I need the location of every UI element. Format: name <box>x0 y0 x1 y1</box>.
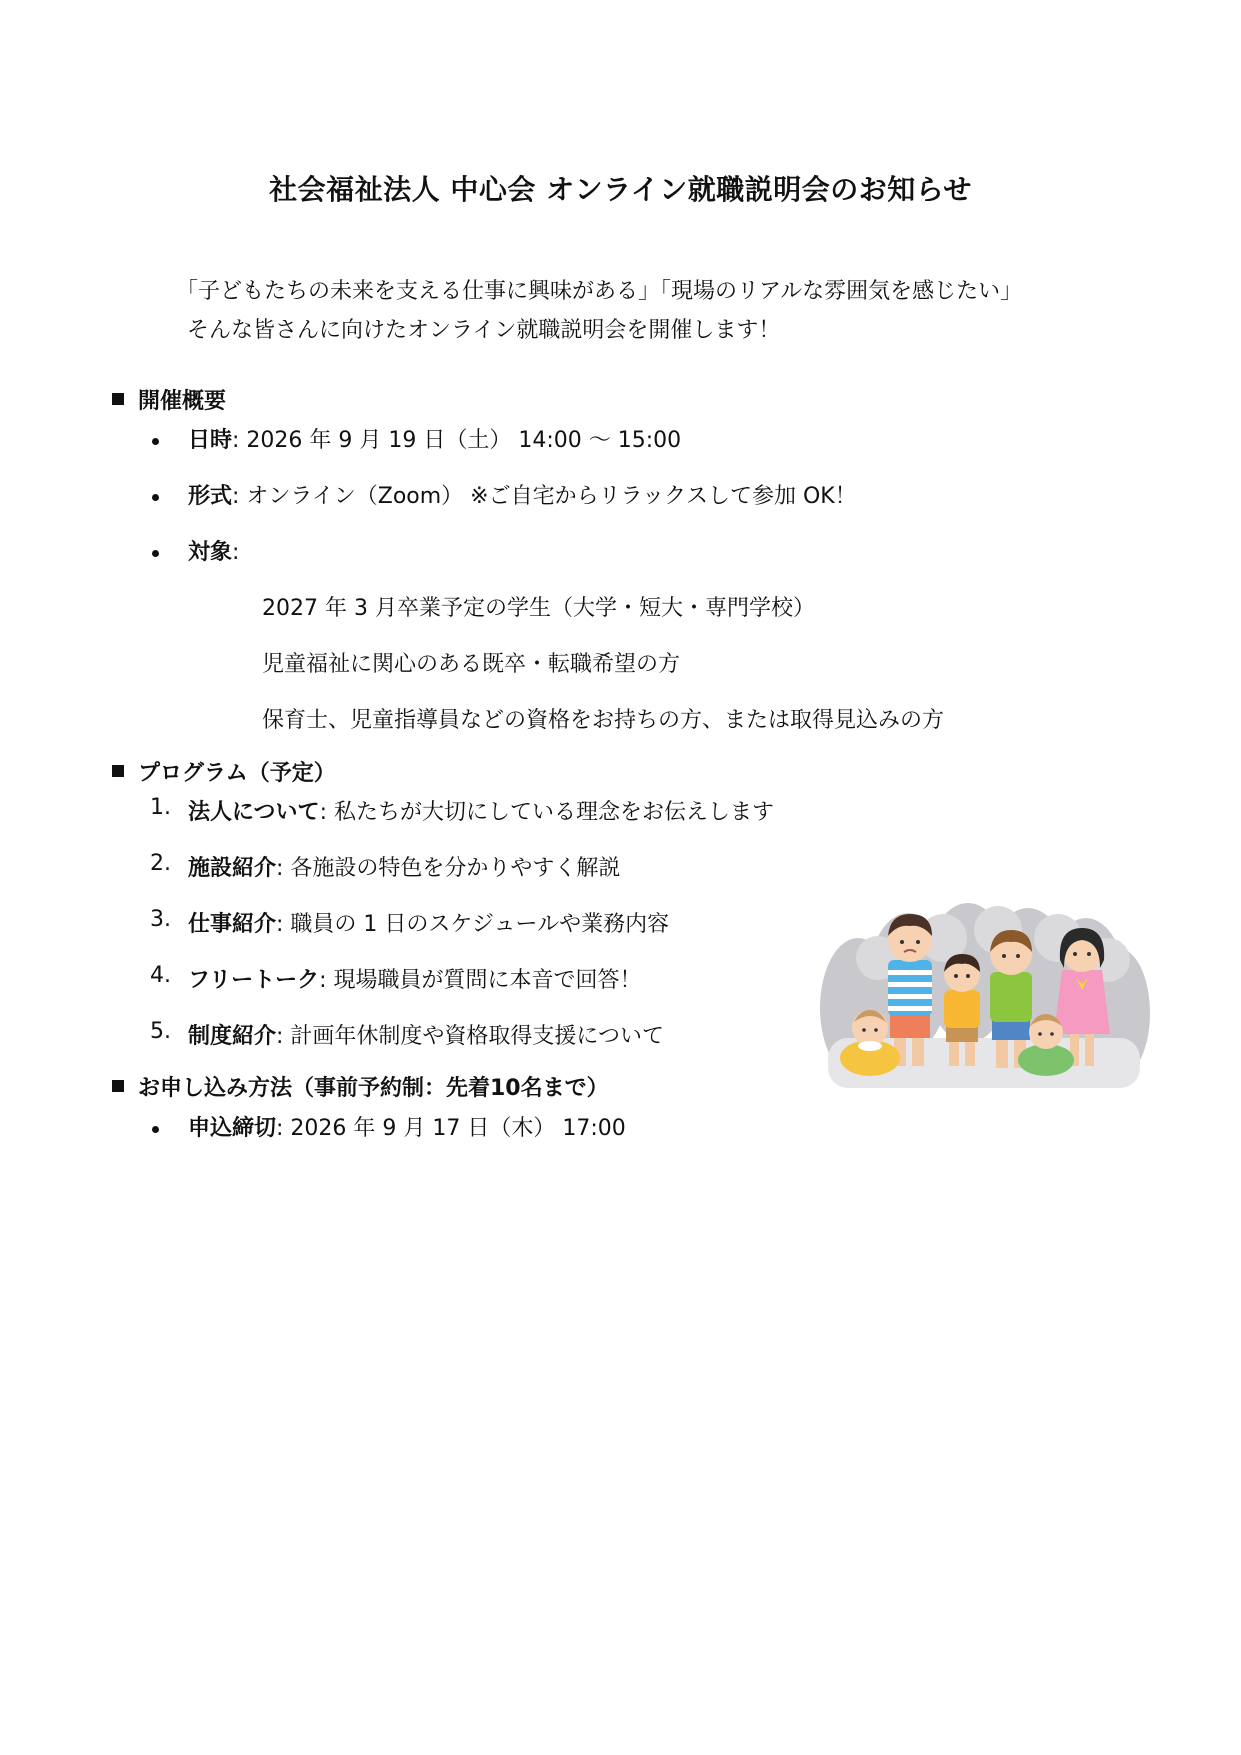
section-heading-text: プログラム（予定） <box>138 761 336 786</box>
program-item <box>188 963 642 994</box>
section-heading-application <box>112 1071 609 1102</box>
program-item-label: 施設紹介 <box>188 856 277 881</box>
program-item-number: 4. <box>150 963 171 988</box>
page-title: 社会福祉法人 中心会 オンライン就職説明会のお知らせ <box>269 173 972 206</box>
deadline-label: 申込締切 <box>188 1116 277 1141</box>
section-heading-program <box>112 756 336 787</box>
program-item-text: : 私たちが大切にしている理念をお伝えします <box>319 800 774 825</box>
date-value: : 2026 年 9 月 19 日（土） 14:00 ～ 15:00 <box>232 428 682 453</box>
bullet-dot-icon <box>152 494 159 501</box>
program-item-number: 3. <box>150 907 171 932</box>
program-item-label: 法人について <box>188 800 320 825</box>
overview-date <box>188 423 681 454</box>
section-heading-overview <box>112 384 226 415</box>
program-item-text: : 計画年休制度や資格取得支援について <box>276 1024 664 1049</box>
format-value: : オンライン（Zoom） ※ご自宅からリラックスして参加 OK！ <box>232 484 857 509</box>
intro-text <box>176 272 1022 350</box>
target-item: 保育士、児童指導員などの資格をお持ちの方、または取得見込みの方 <box>262 708 945 733</box>
format-label: 形式 <box>188 484 233 509</box>
square-bullet-icon <box>112 765 124 777</box>
overview-format <box>188 479 857 510</box>
program-item-label: 制度紹介 <box>188 1024 277 1049</box>
program-item-label: 仕事紹介 <box>188 912 277 937</box>
program-item-text: : 職員の 1 日のスケジュールや業務内容 <box>276 912 670 937</box>
application-deadline <box>188 1111 626 1142</box>
program-item-number: 2. <box>150 851 171 876</box>
target-item: 2027 年 3 月卒業予定の学生（大学・短大・専門学校） <box>262 596 815 621</box>
program-item-number: 5. <box>150 1019 171 1044</box>
bullet-dot-icon <box>152 550 159 557</box>
program-item <box>188 851 620 882</box>
bullet-dot-icon <box>152 1126 159 1133</box>
intro-line-1: 「子どもたちの未来を支える仕事に興味がある」「現場のリアルな雰囲気を感じたい」 <box>176 279 1023 304</box>
target-item: 児童福祉に関心のある既卒・転職希望の方 <box>262 652 681 677</box>
program-item-text: : 各施設の特色を分かりやすく解説 <box>276 856 621 881</box>
intro-line-2: そんな皆さんに向けたオンライン就職説明会を開催します！ <box>187 318 781 343</box>
program-item <box>188 907 669 938</box>
deadline-value: : 2026 年 9 月 17 日（木） 17:00 <box>276 1116 626 1141</box>
program-item <box>188 795 774 826</box>
overview-target <box>188 535 239 566</box>
program-item-label: フリートーク <box>188 968 320 993</box>
children-group-illustration <box>818 898 1150 1088</box>
target-label: 対象 <box>188 540 233 565</box>
section-heading-text: 開催概要 <box>138 389 227 414</box>
square-bullet-icon <box>112 393 124 405</box>
target-colon: : <box>232 540 240 565</box>
bullet-dot-icon <box>152 438 159 445</box>
program-item-text: : 現場職員が質問に本音で回答！ <box>319 968 642 993</box>
program-item-number: 1. <box>150 795 171 820</box>
section-heading-text: お申し込み方法（事前予約制：先着10名まで） <box>138 1076 609 1101</box>
date-label: 日時 <box>188 428 233 453</box>
square-bullet-icon <box>112 1080 124 1092</box>
program-item <box>188 1019 664 1050</box>
